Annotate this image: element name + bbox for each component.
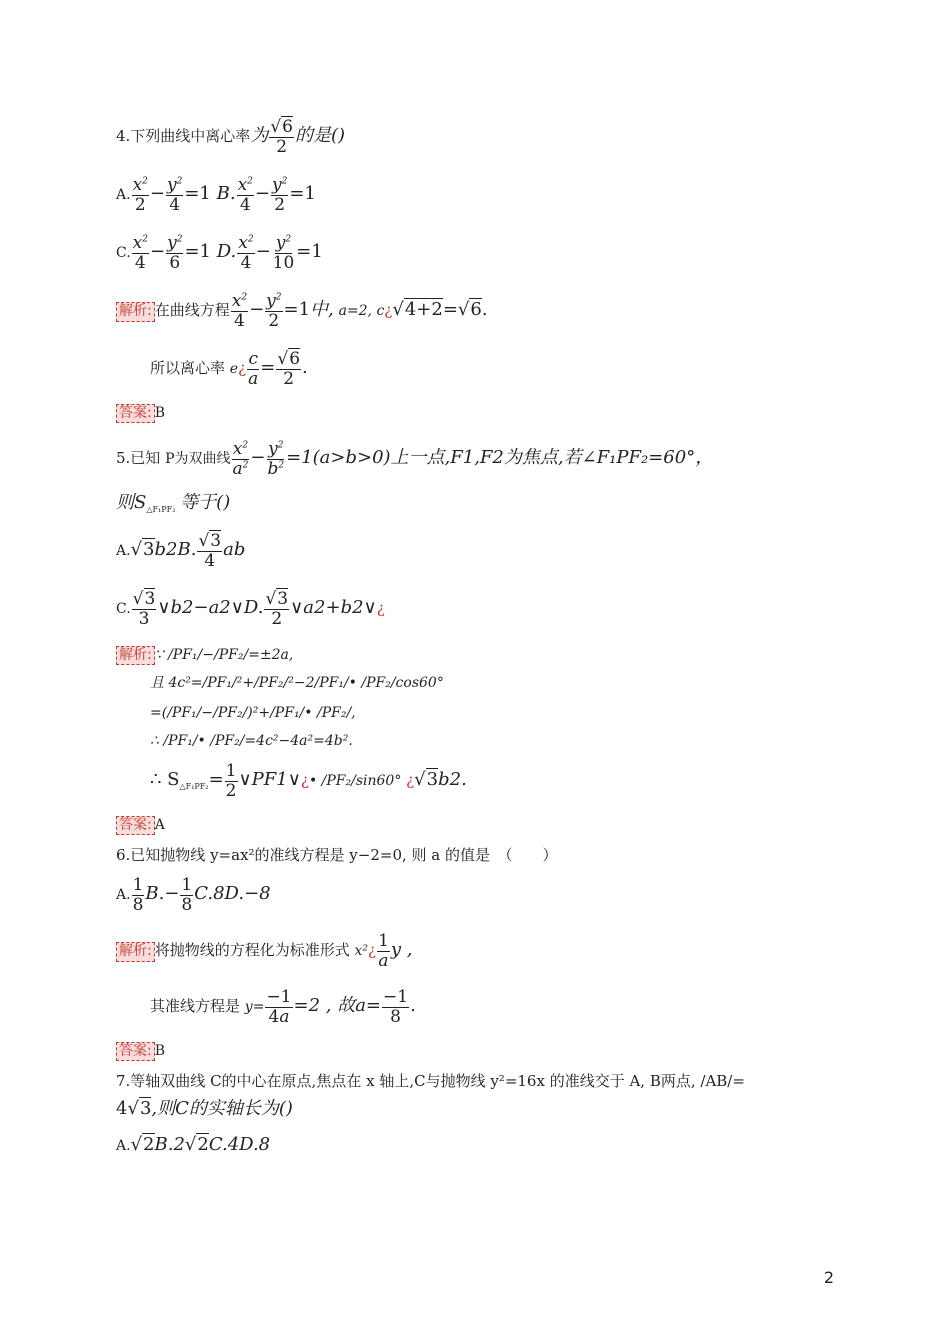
q6-stem: 6.已知抛物线 y=ax²的准线方程是 y−2=0, 则 a 的值是 （ ） bbox=[116, 846, 558, 864]
answer-tag: 答案: bbox=[116, 816, 155, 835]
q6-options: A. $\frac{1}{8}$ B.− $\frac{1}{8}$ C.8D.−8 bbox=[116, 875, 271, 915]
q4-answer bbox=[116, 404, 165, 423]
q4-solution-2: 所以离心率 e¿ $\frac{c}{a}$ = $\frac{√6}{2}$ . bbox=[150, 349, 308, 389]
q4-stem-text: 4.下列曲线中离心率 bbox=[116, 127, 251, 146]
q4-stem bbox=[116, 118, 345, 156]
q5-answer-value: A bbox=[154, 817, 165, 833]
page-number: 2 bbox=[823, 1268, 834, 1287]
q4-eccentricity-fraction: $\frac{√6}{2}$ bbox=[270, 117, 293, 157]
q5-solution-2: 且 4c²=/PF₁/²+/PF₂/²−2/PF₁/• /PF₂/cos60° bbox=[150, 675, 444, 691]
q5-options-cd: C. $\frac{√3}{3}$ ∨b2−a2∨D. $\frac{√3}{2}$ ∨a2+b2∨¿ bbox=[116, 589, 385, 629]
solution-tag: 解析: bbox=[116, 302, 155, 321]
q4-stem-wei: 为 bbox=[250, 125, 269, 147]
q5-options-ab: A.√3b2B. $\frac{√3}{4}$ ab bbox=[116, 531, 246, 571]
q4-solution-1: 解析: 在曲线方程 $\frac{x^2}{4}$ − $\frac{y^2}{2}$ =1中, a=2, c¿√4+2=√6. bbox=[116, 292, 488, 330]
q5-solution-4: ∴ /PF₁/• /PF₂/=4c²−4a²=4b². bbox=[150, 733, 353, 749]
solution-tag: 解析: bbox=[116, 942, 155, 961]
q7-stem-2: 4√3,则C的实轴长为() bbox=[116, 1098, 293, 1119]
answer-tag: 答案: bbox=[116, 1042, 155, 1061]
q6-answer bbox=[116, 1042, 165, 1061]
q4-options-cd: C. $\frac{x^2}{4}$ − $\frac{y^2}{6}$ =1 D. $\frac{x^2}{4}$ − $\frac{y^2}{10}$ =1 bbox=[116, 233, 323, 273]
q6-answer-value: B bbox=[154, 1043, 166, 1059]
solution-tag: 解析: bbox=[116, 646, 155, 665]
q7-options: A.√2B.2√2C.4D.8 bbox=[116, 1134, 271, 1155]
q5-solution-5: ∴ $S_{\triangle F_1PF_2}=$ $\frac{1}{2}$ ∨PF1∨¿• /PF₂/sin60° ¿√3b2. bbox=[150, 761, 467, 801]
q5-stem-1: 5.已知 P为双曲线 $\frac{x^2}{a^2}$ − $\frac{y^2}{b^2}$ =1(a>b>0)上一点,F1,F2为焦点,若∠F₁PF₂=60°， bbox=[116, 439, 714, 479]
q5-answer bbox=[116, 816, 165, 835]
q5-stem-2: 则$S_{\triangle F_1PF_2}$ 等于() bbox=[116, 492, 231, 514]
q4-answer-value: B bbox=[154, 405, 166, 421]
answer-tag: 答案: bbox=[116, 404, 155, 423]
q4-options-ab: A. $\frac{x^2}{2}$ − $\frac{y^2}{4}$ =1 B. $\frac{x^2}{4}$ − $\frac{y^2}{2}$ =1 bbox=[116, 175, 316, 215]
q7-stem-1: 7.等轴双曲线 C的中心在原点,焦点在 x 轴上,C与抛物线 y²=16x 的准线交于 A, B两点, /AB/= bbox=[116, 1072, 745, 1090]
q5-solution-1: 解析: ∵ /PF₁/−/PF₂/=±2a, bbox=[116, 646, 293, 665]
q4-stem-end: 的是() bbox=[294, 125, 346, 147]
q5-solution-3: =(/PF₁/−/PF₂/)²+/PF₁/• /PF₂/, bbox=[150, 705, 356, 721]
q6-solution-2: 其准线方程是 y= $\frac{-1}{4a}$ =2 , 故a= $\frac{-1}{8}$ . bbox=[150, 987, 416, 1027]
q6-solution-1: 解析: 将抛物线的方程化为标准形式 x²¿ $\frac{1}{a}$ y , bbox=[116, 932, 413, 970]
